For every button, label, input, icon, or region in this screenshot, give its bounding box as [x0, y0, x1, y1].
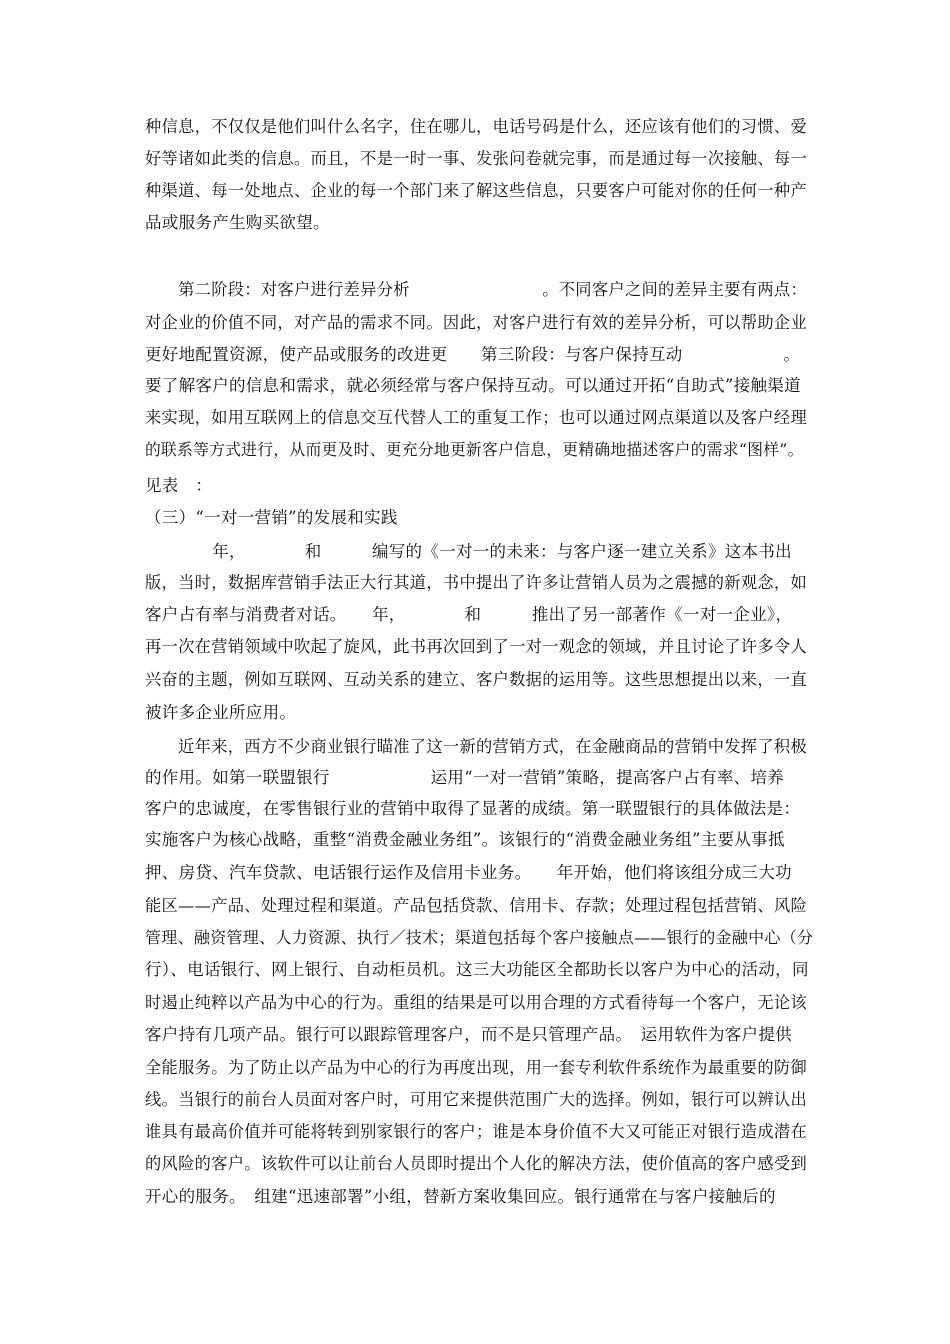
- text-line: 种渠道、每一处地点、企业的每一个部门来了解这些信息，只要客户可能对你的任何一种产: [145, 181, 807, 200]
- text-line: 全能服务。为了防止以产品为中心的行为再度出现，用一套专利软件系统作为最重要的防御: [145, 1058, 807, 1077]
- text-line: 好等诸如此类的信息。而且，不是一时一事、发张问卷就完事，而是通过每一次接触、每一: [145, 149, 807, 168]
- text-line: 品或服务产生购买欲望。: [145, 213, 330, 232]
- text-line: 对企业的价值不同，对产品的需求不同。因此，对客户进行有效的差异分析，可以帮助企业: [145, 313, 807, 332]
- text-line: 实施客户为核心战略，重整“消费金融业务组”。该银行的“消费金融业务组”主要从事抵: [145, 830, 785, 849]
- text-line: 更好地配置资源，使产品或服务的改进更 第三阶段：与客户保持互动 。: [145, 345, 801, 364]
- text-line: 第二阶段：对客户进行差异分析 。不同客户之间的差异主要有两点：: [145, 280, 807, 299]
- text-line: 行）、电话银行、网上银行、自动柜员机。这三大功能区全都助长以客户为中心的活动，同: [145, 960, 809, 979]
- text-line: 被许多企业所应用。: [145, 703, 297, 722]
- text-line: 的作用。如第一联盟银行 运用“一对一营销”策略，提高客户占有率、培养: [145, 768, 785, 787]
- text-line: 再一次在营销领域中吹起了旋风，此书再次回到了一对一观念的领域，并且讨论了许多令人: [145, 637, 807, 656]
- text-line: 谁具有最高价值并可能将转到别家银行的客户；谁是本身价值不大又可能正对银行造成潜在: [145, 1122, 807, 1141]
- text-line: 开心的服务。 组建“迅速部署”小组，替新方案收集回应。银行通常在与客户接触后的: [145, 1187, 776, 1206]
- text-line: 近年来，西方不少商业银行瞄准了这一新的营销方式，在金融商品的营销中发挥了积极: [145, 737, 807, 756]
- text-line: 时遏止纯粹以产品为中心的行为。重组的结果是可以用合理的方式看待每一个客户，无论该: [145, 993, 807, 1012]
- text-line: 的风险的客户。该软件可以让前台人员即时提出个人化的解决方法，使价值高的客户感受到: [145, 1154, 807, 1173]
- section-heading: （三）“一对一营销”的发展和实践: [145, 508, 398, 527]
- text-line: 兴奋的主题，例如互联网、互动关系的建立、客户数据的运用等。这些思想提出以来，一直: [145, 670, 807, 689]
- text-line: 要了解客户的信息和需求，就必须经常与客户保持互动。可以通过开拓“自助式”接触渠道: [145, 376, 801, 395]
- text-line: 的联系等方式进行，从而更及时、更充分地更新客户信息，更精确地描述客户的需求“图样”。: [145, 440, 804, 459]
- text-line: 来实现，如用互联网上的信息交互代替人工的重复工作；也可以通过网点渠道以及客户经理: [145, 408, 807, 427]
- text-line: 版，当时，数据库营销手法正大行其道，书中提出了许多让营销人员为之震撼的新观念，如: [145, 573, 807, 592]
- text-line: 能区——产品、处理过程和渠道。产品包括贷款、信用卡、存款；处理过程包括营销、风险: [145, 896, 807, 915]
- text-line: 客户占有率与消费者对话。 年， 和 推出了另一部著作《一对一企业》，: [145, 605, 793, 624]
- text-line: 见表 ：: [145, 476, 213, 495]
- text-line: 客户的忠诚度，在零售银行业的营销中取得了显著的成绩。第一联盟银行的具体做法是：: [145, 799, 801, 818]
- text-line: 年， 和 编写的《一对一的未来：与客户逐一建立关系》这本书出: [145, 542, 792, 561]
- text-line: 线。当银行的前台人员面对客户时，可用它来提供范围广大的选择。例如，银行可以辨认出: [145, 1090, 807, 1109]
- text-line: 押、房贷、汽车贷款、电话银行运作及信用卡业务。 年开始，他们将该组分成三大功: [145, 863, 792, 882]
- text-line: 客户持有几项产品。银行可以跟踪管理客户，而不是只管理产品。 运用软件为客户提供: [145, 1025, 792, 1044]
- text-line: 管理、融资管理、人力资源、执行／技术；渠道包括每个客户接触点——银行的金融中心（分: [145, 928, 814, 947]
- text-line: 种信息，不仅仅是他们叫什么名字，住在哪儿，电话号码是什么，还应该有他们的习惯、爱: [145, 117, 807, 136]
